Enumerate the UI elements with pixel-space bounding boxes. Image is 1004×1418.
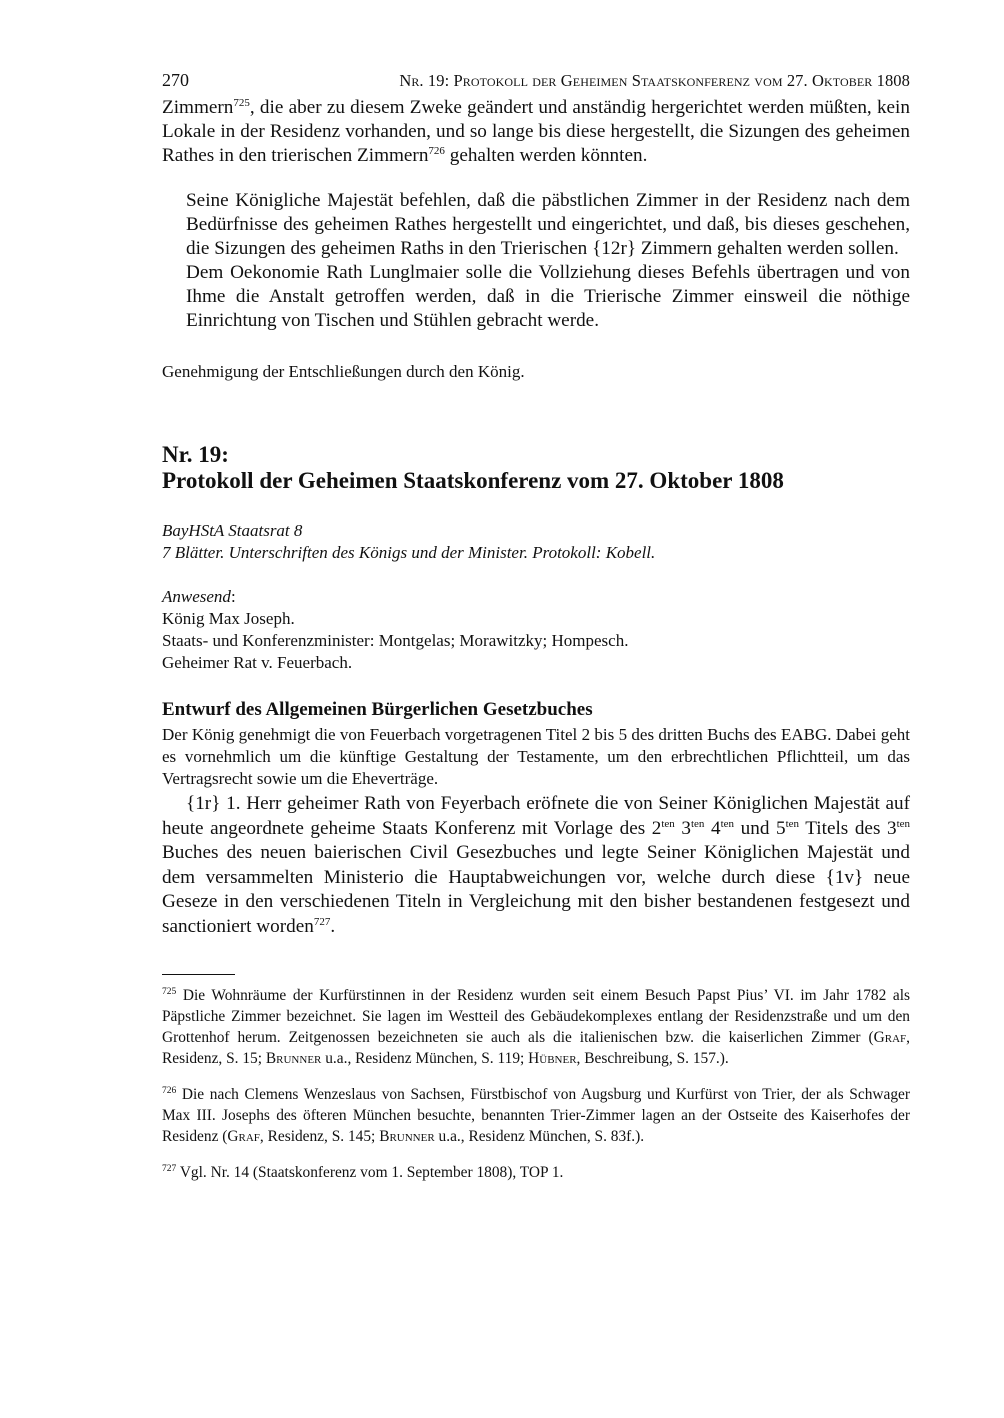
author-name: Hübner [528,1049,577,1067]
footnote-ref-726[interactable]: 726 [428,145,445,157]
text-run: {1r} 1. Herr geheimer Rath von Feyerbach eröfnete die von Seiner Königlichen Majestät auf heute angeordnete geheime Staats Konferenz mit Vorlage des 2 [162,793,910,839]
footnote-726 [162,1084,910,1147]
superscript: ten [661,817,675,830]
superscript: ten [785,817,800,830]
text-run: Zimmern [162,97,234,118]
section-regest: Der König genehmigt die von Feuerbach vorgetragenen Titel 2 bis 5 des dritten Buchs des EABG. Dabei geht es vornehmlich um die künftige Gestaltung der Testamente, um den erbrechtlichen Pflichtteil, um das Vertragsrecht sowie um die Eheverträge. [162,725,910,788]
text-run: , Beschreibung, S. 157.). [576,1049,729,1067]
approval-note: Genehmigung der Entschließungen durch den König. [162,362,525,381]
text-run: gehalten werden könnten. [444,145,648,166]
running-title: Nr. 19: Protokoll der Geheimen Staatskonferenz vom 27. Oktober 1808 [399,71,910,90]
running-header [162,70,910,96]
text-run: 3 [674,817,691,839]
text-run: , die aber zu diesem Zweke geändert und anständig hergerichtet werden müßten, kein Lokale in der Residenz vorhanden, und so lange bis diese hergestellt, die Sizungen des geheimen Rathes in den trierischen Zimmern [162,97,910,166]
text-run: u.a., Residenz München, S. 83f.). [434,1127,645,1145]
document-title: Protokoll der Geheimen Staatskonferenz vom 27. Oktober 1808 [162,468,784,493]
continuation-paragraph [162,96,910,168]
attendee-line: Staats- und Konferenzminister: Montgelas; Morawitzky; Hompesch. [162,631,629,650]
source-archive: BayHStA Staatsrat 8 [162,521,303,540]
footnote-number: 726 [162,1085,177,1096]
attendance-label: Anwesend [162,587,231,606]
attendee-line: König Max Joseph. [162,609,295,628]
author-name: Brunner [379,1127,435,1145]
text-run: Titels des 3 [799,817,897,839]
superscript: ten [896,817,911,830]
footnote-number: 727 [162,1164,177,1175]
text-run: , Residenz, S. 145; [259,1127,380,1145]
text-run: u.a., Residenz München, S. 119; [321,1049,529,1067]
text-run: Vgl. Nr. 14 (Staatskonferenz vom 1. September 1808), TOP 1. [176,1164,564,1182]
text-run: 4 [704,817,721,839]
superscript: ten [720,817,735,830]
resolution-block [162,189,910,333]
superscript: ten [690,817,705,830]
page [162,70,910,1199]
author-name: Graf [227,1127,260,1145]
protocol-paragraph [162,792,910,940]
resolution-paragraph-2: Dem Oekonomie Rath Lunglmaier solle die Vollziehung dieses Befehls übertragen und von Ihme die Anstalt getroffen werden, daß in die Trierische Zimmer einsweil die nöthige Einrichtung von Tischen und Stühlen gebracht werde. [186,262,910,331]
attendance-label-line [162,586,910,608]
section-heading: Entwurf des Allgemeinen Bürgerlichen Gesetzbuches [162,699,593,720]
footnote-number: 725 [162,986,177,997]
footnote-ref-725[interactable]: 725 [233,97,250,109]
page-number: 270 [162,70,189,90]
text-run: und 5 [734,817,786,839]
source-description: 7 Blätter. Unterschriften des Königs und der Minister. Protokoll: Kobell. [162,543,656,562]
text-run: Die Wohnräume der Kurfürstinnen in der Residenz wurden seit einem Besuch Papst Pius’ VI. im Jahr 1782 als Päpstliche Zimmer bezeichnet. Sie lagen im Westteil des Gebäudekomplexes entlang der Residenzstraße und um den Grottenhof herum. Zeitgenossen bezeichneten sie auch als die italienischen bzw. die kaiserlichen Zimmer ( [162,986,910,1046]
footnote-727 [162,1162,910,1183]
source-info [162,520,910,564]
footnote-ref-727[interactable]: 727 [313,915,331,928]
attendee-line: Geheimer Rat v. Feuerbach. [162,653,353,672]
document-heading [162,442,910,494]
text-run: . [330,915,336,937]
author-name: Graf [873,1028,907,1046]
text-run: , Residenz, S. 15; [162,1028,910,1067]
text-run: Die nach Clemens Wenzeslaus von Sachsen, Fürstbischof von Augsburg und Kurfürst von Trier, der als Schwager Max III. Josephs des öfteren München besuchte, benannten Trier-Zimmer lagen an der Ostseite des Kaiserhofes der Residenz ( [162,1085,910,1145]
footnote-divider [162,974,235,975]
resolution-paragraph-1: Seine Königliche Majestät befehlen, daß die päbstlichen Zimmer in der Residenz nach dem Bedürfnisse des geheimen Rathes hergestellt und eingerichtet, und daß, bis dieses geschehen, die Sizungen des geheimen Raths in den Trierischen {12r} Zimmern gehalten werden sollen. [186,190,910,259]
attendance [162,586,910,674]
document-number: Nr. 19: [162,442,229,467]
footnote-725 [162,985,910,1069]
attendance-colon: : [230,587,236,606]
author-name: Brunner [265,1049,322,1067]
text-run: Buches des neuen baierischen Civil Gesezbuches und legte Seiner Königlichen Majestät und dem versammelten Ministerio die Hauptabweichungen vor, welche durch diese {1v} neue Geseze in den verschiedenen Titeln in Vergleichung mit den bisher bestandenen festgesezt und sanctioniert worden [162,842,910,937]
